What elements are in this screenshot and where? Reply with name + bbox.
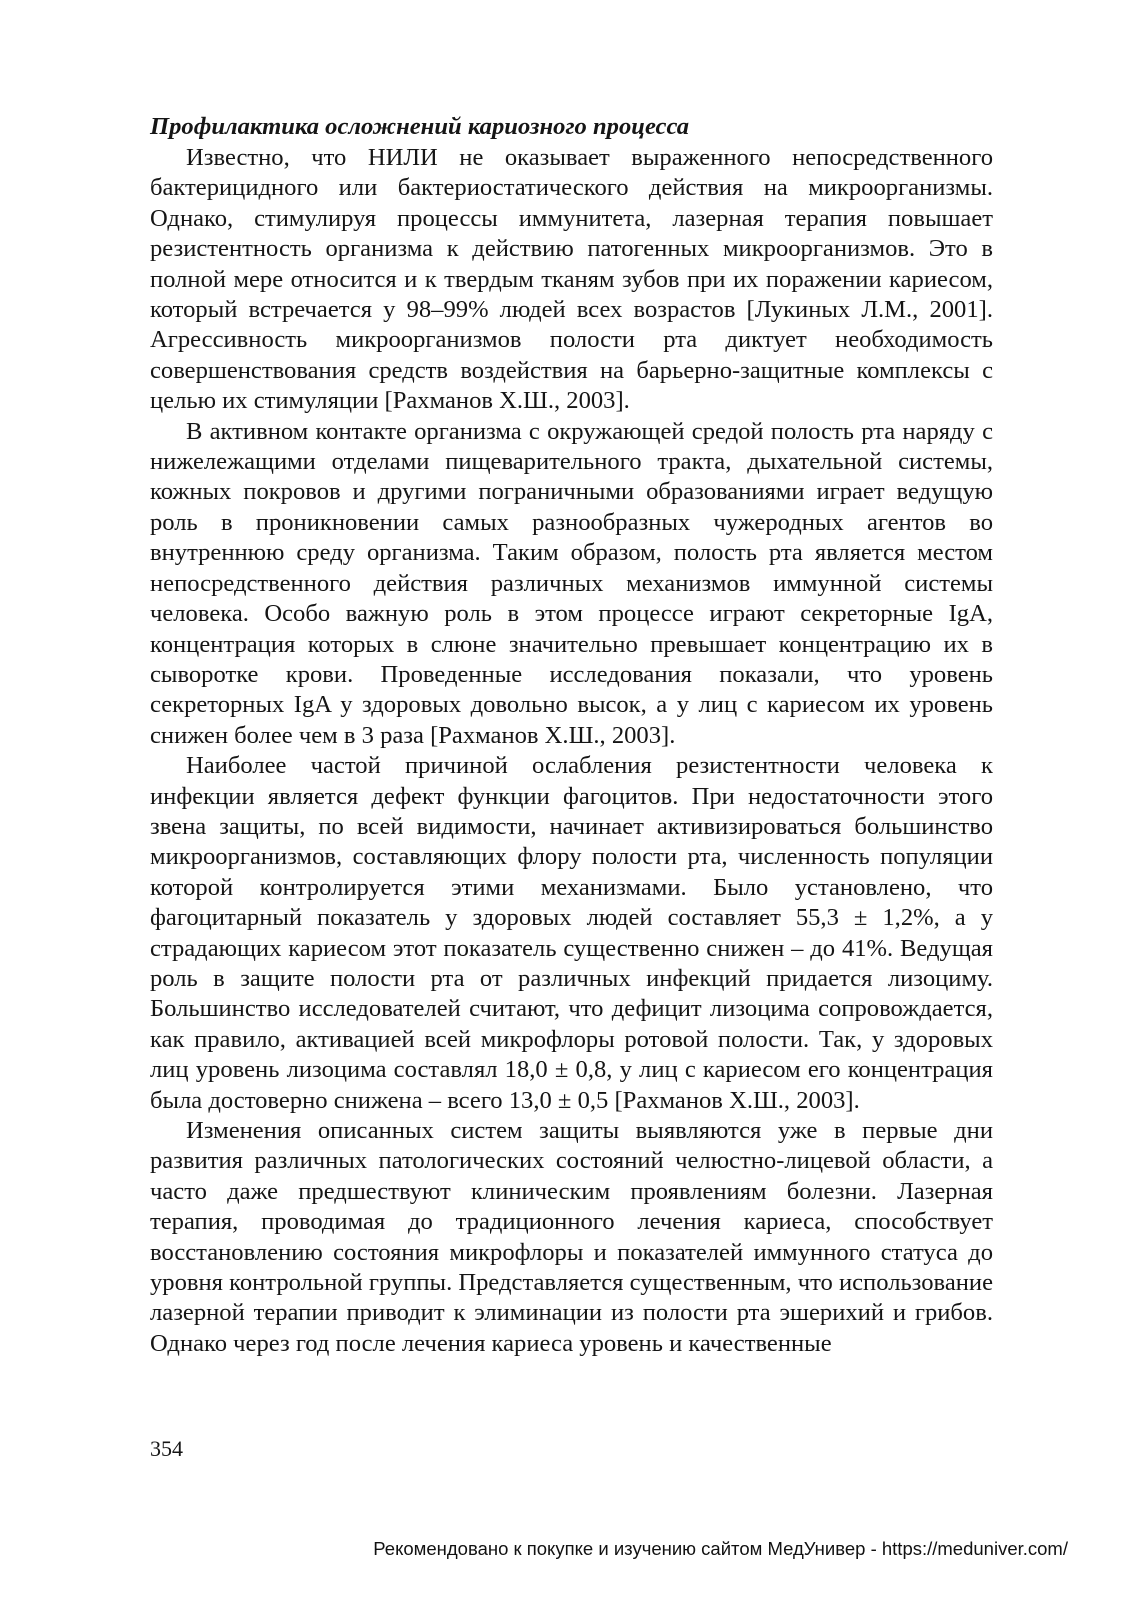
paragraph-3: Наиболее частой причиной ослабления резистентности человека к инфекции является дефект функции фагоцитов. При недостаточности этого звена защиты, по всей видимости, начинает активизироваться большинство микроорганизмов, составляющих флору полости рта, численность популяции которой контролируется этими механизмами. Было установлено, что фагоцитарный показатель у здоровых людей составляет 55,3 ± 1,2%, а у страдающих кариесом этот показатель существенно снижен – до 41%. Ведущая роль в защите полости рта от различных инфекций придается лизоциму. Большинство исследователей считают, что дефицит лизоцима сопровождается, как правило, активацией всей микрофлоры ротовой полости. Так, у здоровых лиц уровень лизоцима составлял 18,0 ± 0,8, у лиц с кариесом его концентрация была достоверно снижена – всего 13,0 ± 0,5 [Рахманов Х.Ш., 2003].: [150, 752, 993, 1114]
page-number: 354: [150, 1436, 183, 1461]
page-body: [150, 112, 993, 1359]
paragraph-4: Изменения описанных систем защиты выявляются уже в первые дни развития различных патологических состояний челюстно-лицевой области, а часто даже предшествуют клиническим проявлениям болезни. Лазерная терапия, проводимая до традиционного лечения кариеса, способствует восстановлению состояния микрофлоры и показателей иммунного статуса до уровня контрольной группы. Представляется существенным, что использование лазерной терапии приводит к элиминации из полости рта эшерихий и грибов. Однако через год после лечения кариеса уровень и качественные: [150, 1117, 993, 1357]
paragraph-2: В активном контакте организма с окружающей средой полость рта наряду с нижележащими отделами пищеварительного тракта, дыхательной системы, кожных покровов и другими пограничными образованиями играет ведущую роль в проникновении самых разнообразных чужеродных агентов во внутреннюю среду организма. Таким образом, полость рта является местом непосредственного действия различных механизмов иммунной системы человека. Особо важную роль в этом процессе играют секреторные IgA, концентрация которых в слюне значительно превышает концентрацию их в сыворотке крови. Проведенные исследования показали, что уровень секреторных IgA у здоровых довольно высок, а у лиц с кариесом их уровень снижен более чем в 3 раза [Рахманов Х.Ш., 2003].: [150, 417, 993, 749]
section-heading: Профилактика осложнений кариозного процесса: [150, 113, 690, 140]
paragraph-1: Известно, что НИЛИ не оказывает выраженного непосредственного бактерицидного или бактериостатического действия на микроорганизмы. Однако, стимулируя процессы иммунитета, лазерная терапия повышает резистентность организма к действию патогенных микроорганизмов. Это в полной мере относится и к твердым тканям зубов при их поражении кариесом, который встречается у 98–99% людей всех возрастов [Лукиных Л.М., 2001]. Агрессивность микроорганизмов полости рта диктует необходимость совершенствования средств воздействия на барьерно-защитные комплексы с целью их стимуляции [Рахманов Х.Ш., 2003].: [150, 144, 993, 415]
footer-watermark-text: Рекомендовано к покупке и изучению сайтом МедУнивер - https://meduniver.com/: [373, 1538, 1068, 1559]
